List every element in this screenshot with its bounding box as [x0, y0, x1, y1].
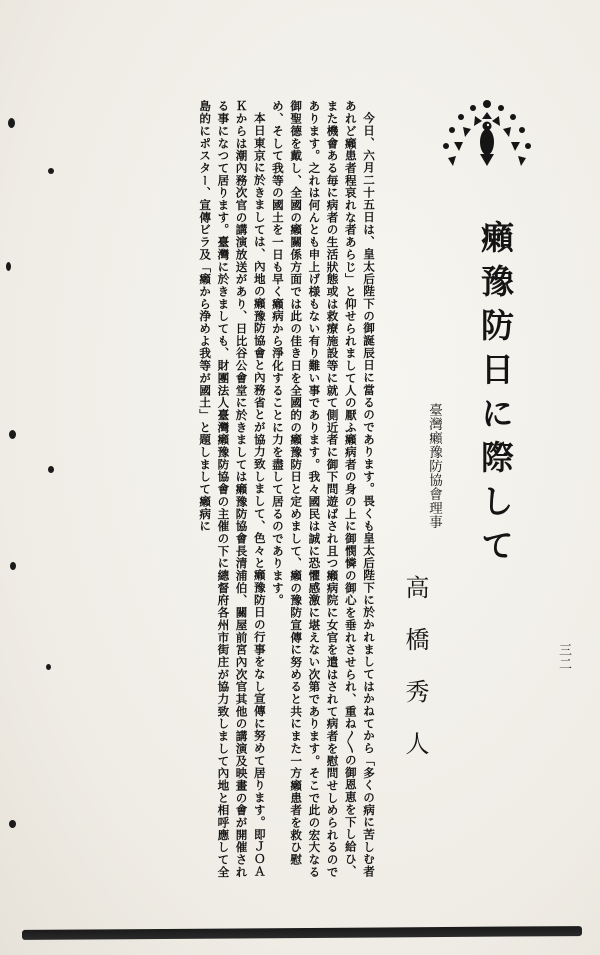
page-number: 三二	[556, 643, 571, 671]
association-emblem-icon	[440, 92, 534, 172]
scan-mark	[46, 664, 51, 670]
scan-mark	[8, 118, 15, 128]
article-title: 癩豫防日に際して	[476, 220, 515, 572]
scan-mark	[48, 168, 54, 174]
scan-mark	[9, 430, 16, 439]
author-name: 高橋秀人	[401, 575, 429, 783]
scan-mark	[48, 466, 54, 473]
scan-mark	[9, 820, 16, 828]
author-affiliation: 臺灣癩豫防協會理事	[426, 403, 442, 529]
article-body	[120, 100, 378, 882]
scan-mark	[10, 562, 16, 570]
scan-edge-bar	[22, 926, 582, 940]
scan-mark	[6, 262, 11, 271]
body-paragraph-2: 本日東京に於きましては、內地の癩豫防協會と內務省とが協力致しまして、色々と癩豫防日の行事をなし宣傳に努めて居ります。即ＪＯＡＫからは潮內務次官の講演放送があり、日比谷公會堂に於きましては癩豫防協會長清浦伯、關屋前宮內次官其他の講演及映畫の會が開催される事になつて居ります。臺灣に於きましても、財團法人臺灣癩豫防協會の主催の下に總督府各州市街庄が協力致しまして內地と相呼應して全島的にポスター、宣傳ビラ及「癩から浄めよ我等が國土」と題しまして癩病に	[198, 100, 267, 879]
body-paragraph-1: 今日、六月二十五日は、皇太后陛下の御誕辰日に當るのであります。畏くも皇太后陛下に於かれましてはかねてから「多くの病に苦しむ者あれど癩患者程哀れな者あらじ」と仰せられまして人の厭ふ癩病者の身の上に御憫憐の御心を垂れさせられ、重ね〳〵の御恩恵を下し給ひ、また機會ある毎に病者の生活狀態或は救療施設等に就て側近者に御下問遊ばされ且つ癩病院に女官を遣はされて病者を慰問せしめられるのであります。之れは何んとも申上げ様もない有り難い事であります。我々國民は誠に恐懼感激に堪えない次第であります。そこで此の宏大なる御聖德を戴し、全國の癩關係方面では此の佳き日を全國的の癩豫防日と定めまして、癩の豫防宣傳に努めると共にまた一方癩患者を救ひ慰め、そして我等の國土を一日も早く癩病から淨化することに力を盡して居るのであります。	[270, 100, 376, 879]
